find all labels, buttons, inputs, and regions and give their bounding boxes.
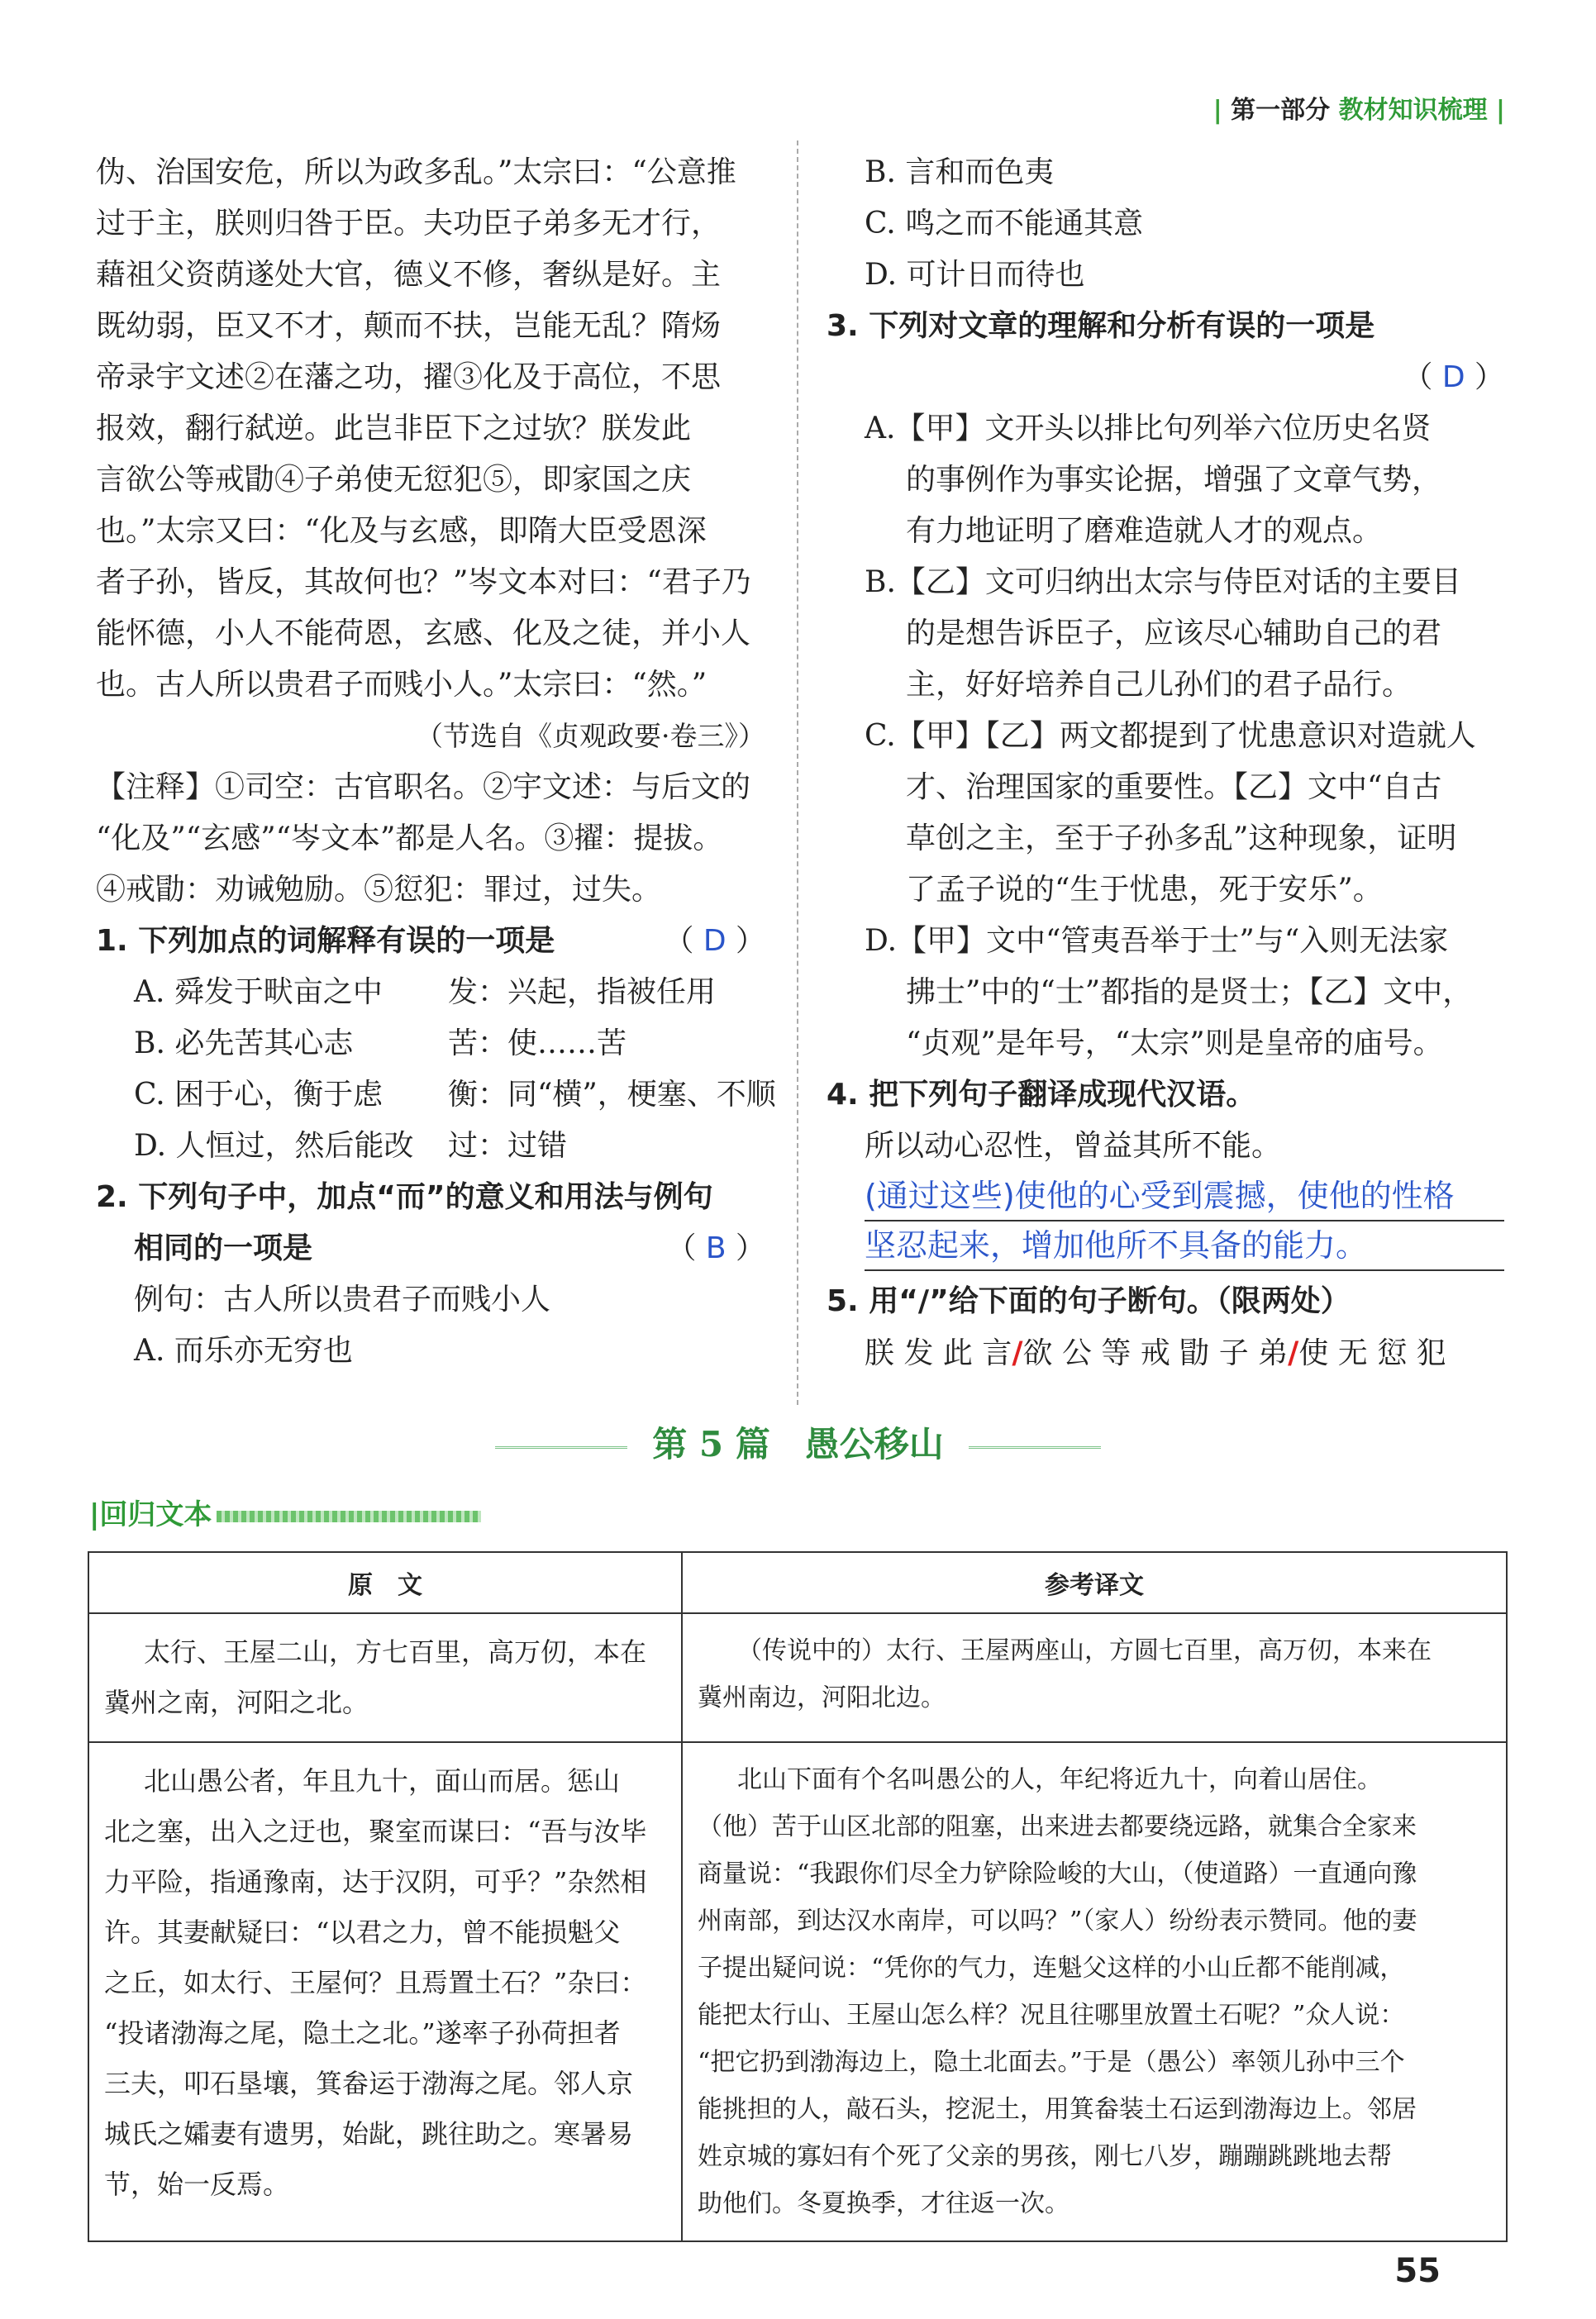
passage-line: 藉祖父资荫遂处大官，德义不修，奢纵是好。主 [96,258,722,292]
passage-line: 也。古人所以贵君子而贱小人。”太宗曰：“然。” [96,668,707,702]
passage-line: 能怀德，小人不能荷恩，玄感、化及之徒，并小人 [96,617,751,650]
q3-option-cont: 主，好好培养自己儿孙们的君子品行。 [906,668,1413,702]
q2-option: C. 鸣之而不能通其意 [865,207,1144,240]
q3-option: D.【甲】文中“管夷吾举于士”与“入则无法家 [865,924,1449,958]
q2-answer: B [705,1231,727,1265]
chapter-heading [0,1417,1596,1467]
column-divider [797,140,798,1405]
part-label: 第一部分 [1231,96,1331,125]
q3-option: C.【甲】【乙】两文都提到了忧患意识对造就人 [865,719,1476,753]
q1-option: B. 必先苦其心志 苦：使……苦 [134,1026,627,1060]
q2-answer-bracket: （ B ） [666,1231,765,1265]
passage-line: 过于主，朕则归咎于臣。夫功臣子弟多无才行， [96,207,722,240]
q3-option-cont: 拂士”中的“士”都指的是贤士；【乙】文中， [906,975,1473,1009]
q1-answer-bracket: （ D ） [664,924,765,958]
q3-stem: 3. 下列对文章的理解和分析有误的一项是 [827,309,1375,343]
q5-stem: 5. 用“/”给下面的句子断句。（限两处） [827,1284,1351,1318]
page-number: 55 [1394,2252,1441,2290]
q3-answer: D [1441,360,1465,394]
chapter-title: 愚公移山 [804,1424,944,1464]
q1-stem: 1. 下列加点的词解释有误的一项是 [96,924,555,958]
chapter-number: 第 5 篇 [652,1424,770,1464]
text-translation-table [88,1551,1508,2242]
q4-answer-line: (通过这些)使他的心受到震撼，使他的性格 [865,1172,1504,1221]
translation-cell: 北山下面有个名叫愚公的人，年纪将近九十，向着山居住。 （他）苦于山区北部的阻塞，出来进去都要绕远路，就集合全家来 商量说：“我跟你们尽全力铲除险峻的大山，（使道路）一直通向豫 州南部，到达汉水南岸，可以吗？”（家人）纷纷表示赞同。他的妻 子提出疑问说：“凭你的气力，连魁父这样的小山丘都不能削减， 能把太行山、王屋山怎么样？况且往哪里放置土石呢？”众人说： “把它扔到渤海边上，隐土北面去。”于是（愚公）率领儿孙中三个 能挑担的人，敲石头，挖泥土，用箕畚装土石运到渤海边上。邻居 姓京城的寡妇有个死了父亲的男孩，刚七八岁，蹦蹦跳跳地去帮 助他们。冬夏换季，才往返一次。 [682,1742,1507,2241]
q1-option: C. 困于心，衡于虑 衡：同“横”，梗塞、不顺 [134,1078,776,1112]
passage-line: 者子孙，皆反，其故何也？”岑文本对曰：“君子乃 [96,565,751,599]
q3-option-cont: 的是想告诉臣子，应该尽心辅助自己的君 [906,617,1442,650]
q1-option: D. 人恒过，然后能改 过：过错 [134,1129,568,1163]
q2-example: 例句：古人所以贵君子而贱小人 [134,1283,551,1317]
passage-line: 报效，翻行弑逆。此岂非臣下之过欤？朕发此 [96,412,692,445]
right-column [827,147,1504,1379]
passage-line: 既幼弱，臣又不才，颠而不扶，岂能无乱？隋炀 [96,309,722,343]
q3-option: A.【甲】文开头以排比句列举六位历史名贤 [865,412,1432,445]
q5-sentence: 朕 发 此 言/欲 公 等 戒 勖 子 弟/使 无 愆 犯 [865,1336,1446,1370]
q2-option: B. 言和而色夷 [865,155,1055,189]
passage-line: 帝录宇文述②在藩之功，擢③化及于高位，不思 [96,360,722,394]
q3-option-cont: 才、治理国家的重要性。【乙】文中“自古 [906,770,1442,804]
left-column [96,147,776,1377]
q3-option-cont: 的事例作为事实论据，增强了文章气势， [906,463,1442,497]
table-row [88,1742,1507,2241]
passage-line: 言欲公等戒勖④子弟使无愆犯⑤，即家国之庆 [96,463,692,497]
q1-answer: D [703,924,727,958]
q5-slash-mark: / [1012,1336,1023,1370]
q1-stem-row [96,916,765,967]
section-title: |回归文本 [89,1492,481,1532]
notes-line: ④戒勖：劝诫勉励。⑤愆犯：罪过，过失。 [96,873,662,907]
q3-answer-bracket: （ D ） [1403,360,1504,394]
original-cell: 北山愚公者，年且九十，面山而居。惩山 北之塞，出入之迂也，聚室而谋曰：“吾与汝毕 力平险，指通豫南，达于汉阴，可乎？”杂然相 许。其妻献疑曰：“以君之力，曾不能损魁父 之丘，如太行、王屋何？且焉置土石？”杂曰： “投诸渤海之尾，隐土之北。”遂率子孙荷担者 三夫，叩石垦壤，箕畚运于渤海之尾。邻人京 城氏之孀妻有遗男，始龀，跳往助之。寒暑易 节，始一反焉。 [88,1742,682,2241]
translation-cell: （传说中的）太行、王屋两座山，方圆七百里，高万仞，本来在 冀州南边，河阳北边。 [682,1613,1507,1742]
q4-stem: 4. 把下列句子翻译成现代汉语。 [827,1078,1256,1112]
passage-line: 也。”太宗又曰：“化及与玄感，即隋大臣受恩深 [96,514,707,548]
q3-option-cont: 草创之主，至于子孙多乱”这种现象，证明 [906,821,1457,855]
q2-stem: 2. 下列句子中，加点“而”的意义和用法与例句 [96,1180,713,1214]
source-citation: （节选自《贞观政要·卷三》） [416,720,765,752]
table-header-original: 原 文 [88,1552,682,1613]
notes-line: “化及”“玄感”“岑文本”都是人名。③擢：提拔。 [96,821,723,855]
q4-answer-line: 坚忍起来，增加他所不具备的能力。 [865,1221,1504,1271]
q2-option: A. 而乐亦无穷也 [134,1334,353,1368]
part-title: 教材知识梳理 [1338,96,1488,125]
q3-option: B.【乙】文可归纳出太宗与侍臣对话的主要目 [865,565,1461,599]
notes-line: 【注释】①司空：古官职名。②宇文述：与后文的 [96,770,751,804]
q2-stem-row: 相同的一项是 （ B ） [96,1223,765,1274]
q5-slash-mark: / [1288,1336,1299,1370]
q3-option-cont: “贞观”是年号，“太宗”则是皇帝的庙号。 [906,1026,1443,1060]
running-header: | 第一部分 教材知识梳理 | [1212,96,1505,125]
q1-option: A. 舜发于畎亩之中 发：兴起，指被任用 [134,975,717,1009]
original-cell: 太行、王屋二山，方七百里，高万仞，本在 冀州之南，河阳之北。 [88,1613,682,1742]
table-row [88,1613,1507,1742]
q2-option: D. 可计日而待也 [865,258,1085,292]
passage-line: 伪、治国安危，所以为政多乱。”太宗曰：“公意推 [96,155,736,189]
q3-option-cont: 了孟子说的“生于忧患，死于安乐”。 [906,873,1383,907]
q4-sentence: 所以动心忍性，曾益其所不能。 [865,1129,1282,1163]
table-header-translation: 参考译文 [682,1552,1507,1613]
q3-option-cont: 有力地证明了磨难造就人才的观点。 [906,514,1383,548]
